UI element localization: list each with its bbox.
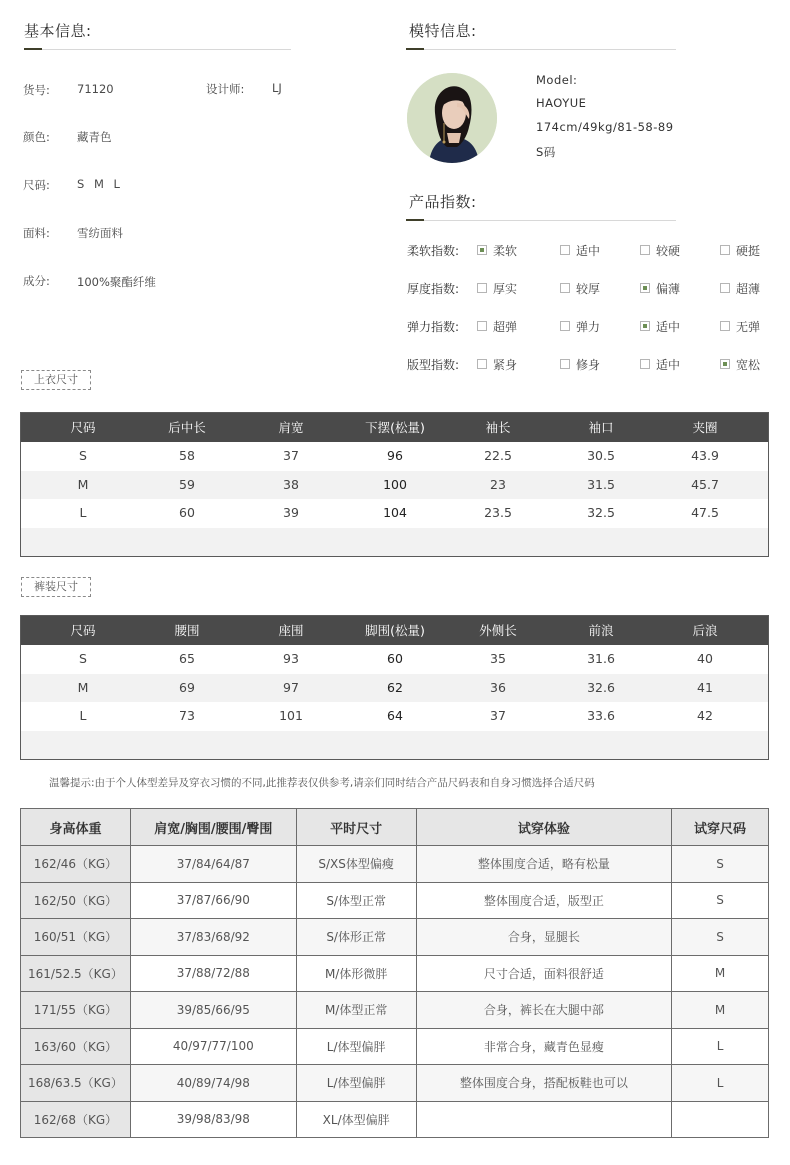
- table-header-row: [21, 616, 768, 645]
- model-measurements: 174cm/49kg/81-58-89: [536, 120, 674, 134]
- product-index-accent: [406, 219, 424, 221]
- model-name: HAOYUE: [536, 96, 587, 110]
- table-cell: 23.5: [484, 505, 512, 520]
- model-size: S码: [536, 145, 556, 159]
- index-option-label: 适中: [576, 244, 601, 258]
- table-cell: 60: [179, 505, 195, 520]
- column-header: 夹圈: [692, 420, 718, 435]
- table-row: [21, 955, 769, 992]
- column-header: 身高体重: [21, 809, 131, 846]
- index-row-label: 柔软指数:: [407, 244, 460, 258]
- model-info-title: 模特信息:: [409, 22, 477, 40]
- table-row: [21, 499, 768, 528]
- item-no-value: 71120: [77, 82, 114, 96]
- table-cell: 42: [697, 708, 713, 723]
- index-option-label: 弹力: [576, 320, 601, 334]
- table-row: [21, 1065, 769, 1102]
- checkbox: [477, 321, 487, 331]
- table-cell: 37: [490, 708, 506, 723]
- item-no-label: 货号:: [23, 83, 50, 97]
- index-option-label: 较硬: [656, 244, 681, 258]
- table-cell: [672, 1101, 769, 1138]
- fit-report-table: [20, 808, 769, 1138]
- column-header: 肩宽/胸围/腰围/臀围: [130, 809, 296, 846]
- size-label: 尺码:: [23, 178, 50, 192]
- table-cell: M: [672, 992, 769, 1029]
- index-option-label: 超薄: [736, 282, 761, 296]
- table-cell: L: [79, 505, 87, 520]
- table-cell: 101: [279, 708, 303, 723]
- table-cell: 96: [387, 448, 403, 463]
- table-header-row: [21, 413, 768, 442]
- fabric-value: 雪纺面料: [77, 226, 123, 240]
- table-cell: M/体形微胖: [296, 955, 416, 992]
- table-cell: 37: [283, 448, 299, 463]
- table-cell: L: [79, 708, 87, 723]
- table-cell: S/XS体型偏瘦: [296, 846, 416, 883]
- model-info-divider: [406, 49, 676, 50]
- checkbox: [640, 245, 650, 255]
- designer-label: 设计师:: [206, 82, 245, 96]
- table-cell: 163/60（KG）: [21, 1028, 131, 1065]
- table-cell: 35: [490, 651, 506, 666]
- size-tip-text: 温馨提示:由于个人体型差异及穿衣习惯的不同,此推荐表仅供参考,请亲们同时结合产品尺码表和自身习惯选择合适尺码: [49, 777, 595, 789]
- table-cell: 162/46（KG）: [21, 846, 131, 883]
- model-label: Model:: [536, 73, 578, 87]
- table-cell: 62: [387, 679, 403, 695]
- table-cell: S: [79, 651, 87, 666]
- table-cell: M/体型正常: [296, 992, 416, 1029]
- table-cell: 40/97/77/100: [130, 1028, 296, 1065]
- basic-info-accent: [24, 48, 42, 50]
- checkbox-checked: [477, 245, 487, 255]
- table-cell: 162/68（KG）: [21, 1101, 131, 1138]
- table-cell: 45.7: [691, 476, 719, 492]
- column-header: 尺码: [70, 420, 96, 435]
- basic-info-divider: [24, 49, 291, 50]
- table-cell: 32.5: [587, 505, 615, 520]
- table-cell: 69: [179, 679, 195, 695]
- checkbox: [720, 283, 730, 293]
- column-header: 后中长: [168, 420, 206, 435]
- table-cell: S: [672, 846, 769, 883]
- table-cell: 33.6: [587, 708, 615, 723]
- column-header: 脚围(松量): [365, 623, 425, 638]
- index-row-label: 厚度指数:: [407, 282, 460, 296]
- column-header: 后浪: [692, 623, 718, 638]
- top-size-table: [20, 412, 769, 557]
- designer-value: LJ: [272, 81, 282, 95]
- table-row: [21, 442, 768, 471]
- checkbox: [640, 359, 650, 369]
- table-row: [21, 702, 768, 731]
- table-cell: 32.6: [587, 679, 615, 695]
- index-option-label: 超弹: [493, 320, 518, 334]
- table-cell: 合身，显腿长: [416, 919, 672, 956]
- table-row: [21, 674, 768, 703]
- fabric-label: 面料:: [23, 226, 50, 240]
- column-header: 肩宽: [278, 420, 304, 435]
- checkbox-checked: [640, 283, 650, 293]
- table-cell: 尺寸合适，面料很舒适: [416, 955, 672, 992]
- table-cell: S: [672, 882, 769, 919]
- checkbox: [720, 321, 730, 331]
- table-cell: 37/83/68/92: [130, 919, 296, 956]
- index-option-label: 柔软: [493, 244, 518, 258]
- table-cell: L: [672, 1028, 769, 1065]
- table-cell: 整体围度合适，略有松量: [416, 846, 672, 883]
- basic-info-title: 基本信息:: [24, 22, 92, 40]
- table-cell: 23: [490, 476, 506, 492]
- column-header: 试穿尺码: [672, 809, 769, 846]
- table-cell: 60: [387, 651, 403, 666]
- table-cell: 39: [283, 505, 299, 520]
- checkbox: [560, 359, 570, 369]
- checkbox: [477, 359, 487, 369]
- index-option-label: 修身: [576, 358, 601, 372]
- table-cell: S/体型正常: [296, 882, 416, 919]
- table-row: [21, 992, 769, 1029]
- table-cell: 整体围度合适，版型正: [416, 882, 672, 919]
- table-cell: 整体围度合身，搭配板鞋也可以: [416, 1065, 672, 1102]
- product-index-title: 产品指数:: [409, 193, 477, 211]
- table-cell: 65: [179, 651, 195, 666]
- table-cell: L/体型偏胖: [296, 1065, 416, 1102]
- index-option-label: 无弹: [736, 320, 761, 334]
- table-cell: XL/体型偏胖: [296, 1101, 416, 1138]
- model-avatar: [407, 73, 497, 163]
- table-cell: 31.6: [587, 651, 615, 666]
- table-cell: S: [672, 919, 769, 956]
- table-row: [21, 1101, 769, 1138]
- pants-size-tag: 裤装尺寸: [21, 577, 91, 597]
- table-cell: 40/89/74/98: [130, 1065, 296, 1102]
- table-cell: 合身，裤长在大腿中部: [416, 992, 672, 1029]
- table-empty-row: [21, 731, 768, 759]
- column-header: 下摆(松量): [365, 420, 425, 435]
- table-row: [21, 919, 769, 956]
- table-cell: 58: [179, 448, 195, 463]
- index-option-label: 厚实: [493, 282, 518, 296]
- model-portrait-illustration: [407, 73, 497, 163]
- table-cell: L: [672, 1065, 769, 1102]
- composition-label: 成分:: [23, 274, 50, 288]
- column-header: 袖口: [588, 420, 614, 435]
- composition-value: 100%聚酯纤维: [77, 275, 156, 289]
- column-header: 袖长: [485, 420, 511, 435]
- table-cell: 31.5: [587, 476, 615, 492]
- table-row: [21, 645, 768, 674]
- table-cell: [416, 1101, 672, 1138]
- checkbox: [560, 321, 570, 331]
- table-row: [21, 471, 768, 500]
- column-header: 外侧长: [479, 623, 517, 638]
- table-cell: M: [77, 476, 89, 492]
- pants-size-table: [20, 615, 769, 760]
- table-cell: S: [79, 448, 87, 463]
- table-cell: 39/85/66/95: [130, 992, 296, 1029]
- index-option-label: 适中: [656, 358, 681, 372]
- table-cell: M: [672, 955, 769, 992]
- table-cell: 41: [697, 679, 713, 695]
- index-row-label: 弹力指数:: [407, 320, 460, 334]
- table-cell: 97: [283, 679, 299, 695]
- color-value: 藏青色: [77, 130, 112, 144]
- table-cell: 40: [697, 651, 713, 666]
- column-header: 尺码: [70, 623, 96, 638]
- checkbox: [560, 245, 570, 255]
- table-cell: 161/52.5（KG）: [21, 955, 131, 992]
- column-header: 平时尺寸: [296, 809, 416, 846]
- index-option-label: 偏薄: [656, 282, 681, 296]
- table-row: [21, 1028, 769, 1065]
- table-cell: 59: [179, 476, 195, 492]
- table-cell: 38: [283, 476, 299, 492]
- table-cell: 非常合身，藏青色显瘦: [416, 1028, 672, 1065]
- top-size-tag: 上衣尺寸: [21, 370, 91, 390]
- table-cell: 37/84/64/87: [130, 846, 296, 883]
- column-header: 腰围: [174, 623, 200, 638]
- size-value: S M L: [77, 177, 123, 191]
- checkbox: [720, 245, 730, 255]
- index-option-label: 宽松: [736, 358, 761, 372]
- fit-table-header-row: [21, 809, 769, 846]
- color-label: 颜色:: [23, 130, 50, 144]
- table-cell: 30.5: [587, 448, 615, 463]
- checkbox-checked: [720, 359, 730, 369]
- table-cell: 168/63.5（KG）: [21, 1065, 131, 1102]
- table-cell: 22.5: [484, 448, 512, 463]
- checkbox-checked: [640, 321, 650, 331]
- index-option-label: 紧身: [493, 358, 518, 372]
- product-index-divider: [406, 220, 676, 221]
- column-header: 前浪: [588, 623, 614, 638]
- table-cell: 64: [387, 708, 403, 723]
- table-cell: 39/98/83/98: [130, 1101, 296, 1138]
- checkbox: [560, 283, 570, 293]
- table-cell: 37/87/66/90: [130, 882, 296, 919]
- index-option-label: 较厚: [576, 282, 601, 296]
- index-option-label: 硬挺: [736, 244, 761, 258]
- table-cell: S/体形正常: [296, 919, 416, 956]
- column-header: 试穿体验: [416, 809, 672, 846]
- column-header: 座围: [278, 623, 304, 638]
- model-info-accent: [406, 48, 424, 50]
- table-cell: 93: [283, 651, 299, 666]
- table-cell: 37/88/72/88: [130, 955, 296, 992]
- table-empty-row: [21, 528, 768, 556]
- table-cell: 162/50（KG）: [21, 882, 131, 919]
- table-cell: 73: [179, 708, 195, 723]
- table-cell: 43.9: [691, 448, 719, 463]
- table-cell: L/体型偏胖: [296, 1028, 416, 1065]
- table-row: [21, 882, 769, 919]
- table-cell: 36: [490, 679, 506, 695]
- table-cell: 47.5: [691, 505, 719, 520]
- table-cell: 100: [383, 476, 407, 492]
- table-row: [21, 846, 769, 883]
- table-cell: 104: [383, 505, 407, 520]
- index-row-label: 版型指数:: [407, 358, 460, 372]
- table-cell: 171/55（KG）: [21, 992, 131, 1029]
- table-cell: 160/51（KG）: [21, 919, 131, 956]
- checkbox: [477, 283, 487, 293]
- table-cell: M: [77, 679, 89, 695]
- index-option-label: 适中: [656, 320, 681, 334]
